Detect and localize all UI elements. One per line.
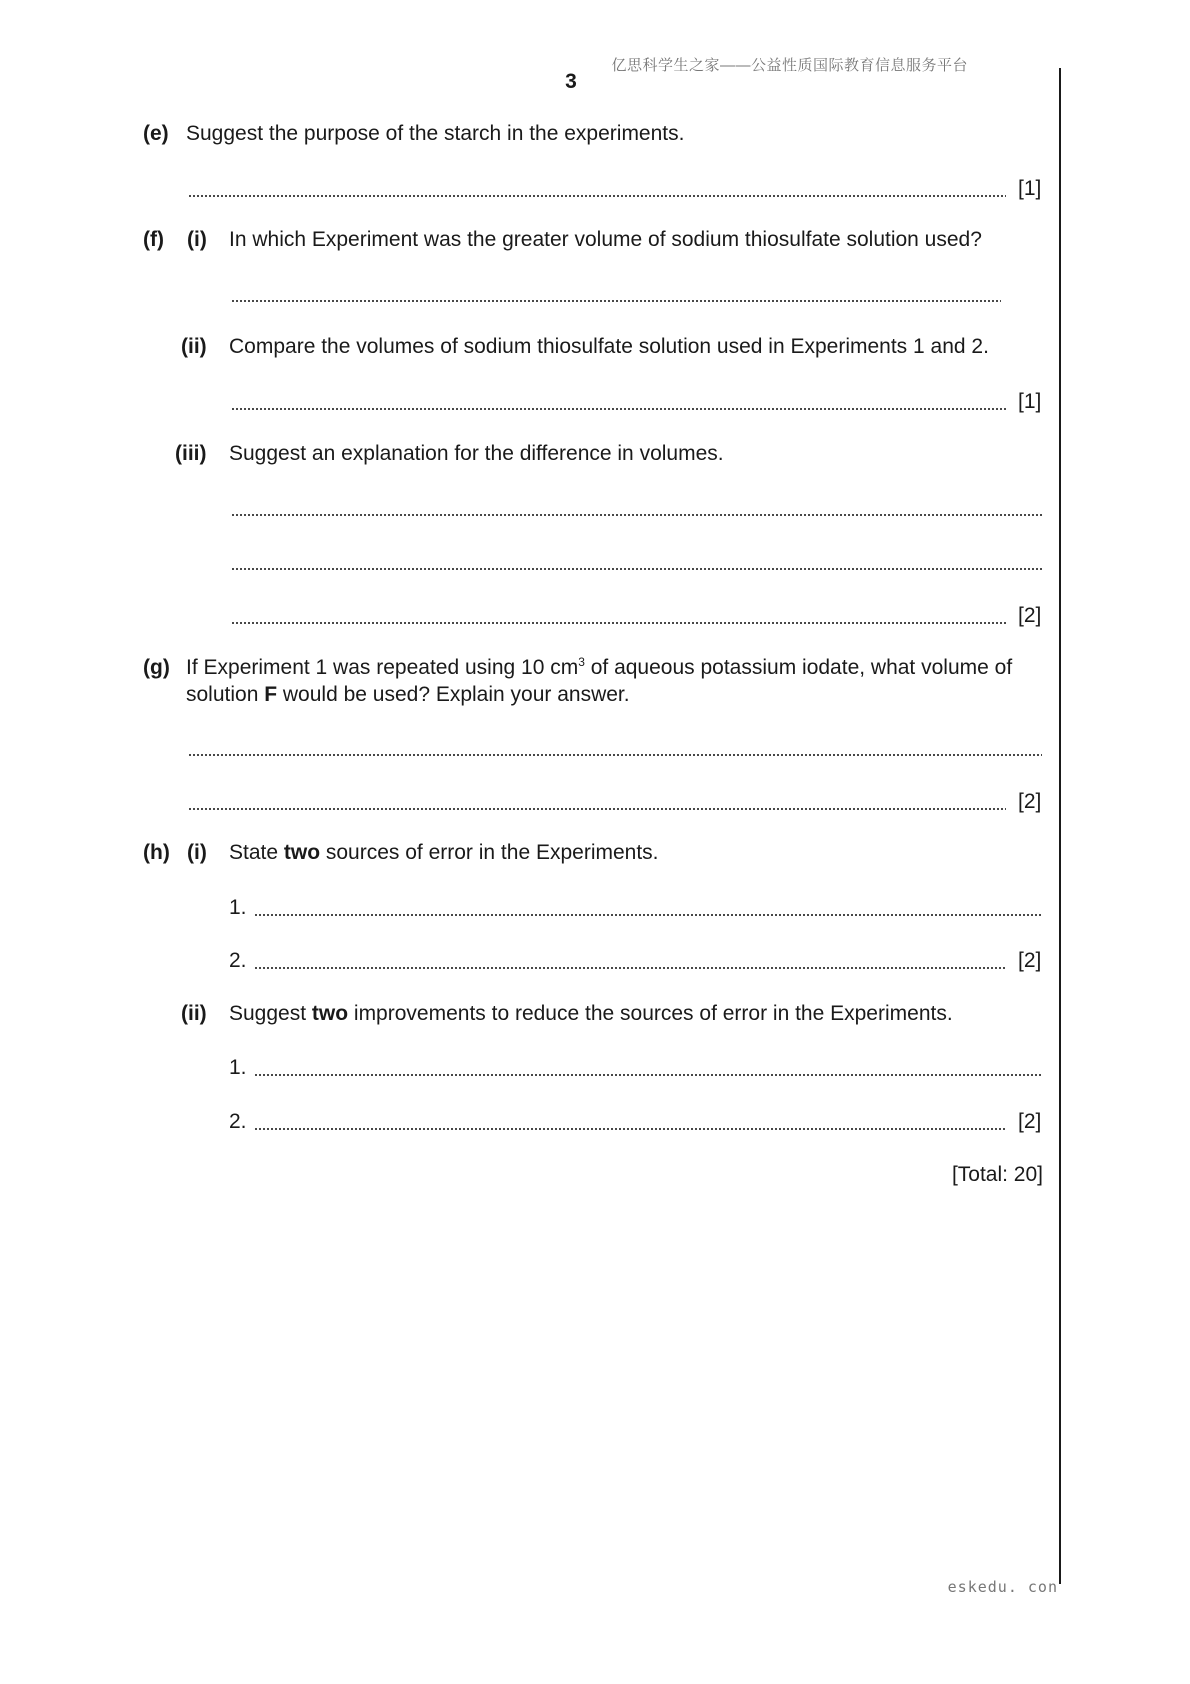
question-f-i-text: In which Experiment was the greater volume of sodium thiosulfate solution used? [229, 228, 982, 251]
answer-line-h-ii-1[interactable] [254, 1074, 1042, 1076]
marks-e: [1] [1018, 177, 1042, 200]
answer-line-f-ii[interactable] [231, 408, 1006, 410]
total-marks: [Total: 20] [951, 1163, 1043, 1186]
answer-line-h-i-1[interactable] [254, 914, 1042, 916]
question-e-text: Suggest the purpose of the starch in the experiments. [186, 122, 685, 145]
question-h-i-label: (i) [187, 841, 207, 864]
question-e-label: (e) [143, 122, 169, 145]
marks-g: [2] [1018, 790, 1042, 813]
question-g-label: (g) [143, 656, 170, 679]
marks-f-iii: [2] [1018, 604, 1042, 627]
page-number: 3 [565, 70, 577, 93]
answer-line-f-i[interactable] [231, 300, 1001, 302]
question-f-ii-label: (ii) [181, 335, 207, 358]
answer-line-f-iii-1[interactable] [231, 514, 1042, 516]
question-g-line-1: If Experiment 1 was repeated using 10 $cm^3$ of aqueous potassium iodate, what volume of [186, 655, 1013, 679]
question-f-i-label: (i) [187, 228, 207, 251]
answer-line-e[interactable] [188, 195, 1006, 197]
answer-line-h-i-2[interactable] [254, 967, 1006, 969]
question-h-ii-label: (ii) [181, 1002, 207, 1025]
footer-mark: eskedu. con [947, 1578, 1058, 1596]
margin-line [1059, 68, 1061, 1584]
answer-line-f-iii-2[interactable] [231, 568, 1042, 570]
watermark-text: 亿思科学生之家——公益性质国际教育信息服务平台 [611, 57, 968, 74]
answer-number-h-i-2: 2. [229, 949, 247, 972]
answer-line-f-iii-3[interactable] [231, 622, 1006, 624]
question-f-iii-label: (iii) [175, 442, 207, 465]
marks-h-i: [2] [1018, 949, 1042, 972]
question-h-ii-text: Suggest two improvements to reduce the sources of error in the Experiments. [229, 1002, 953, 1025]
answer-line-h-ii-2[interactable] [254, 1128, 1006, 1130]
question-g-line-2: solution F would be used? Explain your answer. [186, 683, 630, 706]
question-h-label: (h) [143, 841, 170, 864]
question-f-label: (f) [143, 228, 164, 251]
answer-line-g-1[interactable] [188, 754, 1042, 756]
answer-number-h-i-1: 1. [229, 896, 247, 919]
answer-line-g-2[interactable] [188, 808, 1006, 810]
question-f-iii-text: Suggest an explanation for the difference in volumes. [229, 442, 724, 465]
question-f-ii-text: Compare the volumes of sodium thiosulfate solution used in Experiments 1 and 2. [229, 335, 989, 358]
question-h-i-text: State two sources of error in the Experiments. [229, 841, 659, 864]
marks-h-ii: [2] [1018, 1110, 1042, 1133]
answer-number-h-ii-1: 1. [229, 1056, 247, 1079]
marks-f-ii: [1] [1018, 390, 1042, 413]
answer-number-h-ii-2: 2. [229, 1110, 247, 1133]
